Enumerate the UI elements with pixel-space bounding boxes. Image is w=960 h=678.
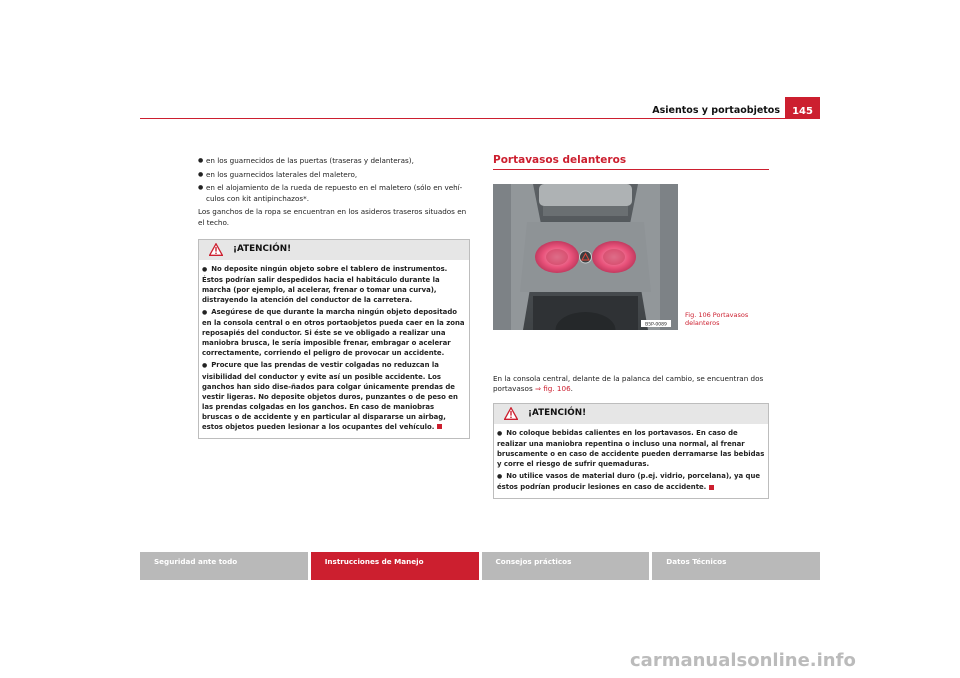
warning-item <box>202 360 466 432</box>
bullet-icon: ● <box>202 308 208 316</box>
bullet-item: ● en los guarnecidos laterales del maletero, <box>198 170 470 181</box>
warning-item-text: Asegúrese de que durante la marcha ningún objeto depositado en la consola central o en otros portaobjetos pueda caer en la zona reposapiés del conductor. Si éste se ve obligado a realizar una maniobra brusca, le sería imposible frenar, embragar o acelerar correctamente, corriendo el peligro de provocar un accidente. <box>202 307 465 358</box>
page-number: 145 <box>785 97 820 119</box>
warning-icon <box>504 407 518 420</box>
bullet-icon: ● <box>497 473 503 481</box>
warning-icon <box>209 243 223 256</box>
warning-box <box>198 239 470 440</box>
warning-item <box>497 471 765 492</box>
figure-code: B5P-0089 <box>645 322 667 328</box>
warning-item-text: No utilice vasos de material duro (p.ej. vidrio, porcelana), ya que éstos podrían producir lesiones en caso de accidente. <box>497 472 761 492</box>
warning-item-text: No coloque bebidas calientes en los portavasos. En caso de realizar una maniobra repentina o incluso una normal, al frenar bruscamente o en caso de accidente pueden derramarse las bebidas y corre el riesgo de sufrir quemaduras. <box>497 428 765 469</box>
right-column <box>493 155 769 499</box>
bullet-item: ● en el alojamiento de la rueda de repuesto en el maletero (sólo en vehí-culos con kit antipinchazos*. <box>198 183 470 204</box>
footer-tab-seguridad[interactable]: Seguridad ante todo <box>140 552 308 580</box>
footer-tab-consejos[interactable]: Consejos prácticos <box>482 552 650 580</box>
warning-item <box>497 428 765 469</box>
footer-tab-instrucciones[interactable]: Instrucciones de Manejo <box>311 552 479 580</box>
header-rule <box>140 118 820 119</box>
bullet-item: ● en los guarnecidos de las puertas (traseras y delanteras), <box>198 156 470 167</box>
warning-header <box>199 240 469 260</box>
footer-tab-datos[interactable]: Datos Técnicos <box>652 552 820 580</box>
warning-title: ¡ATENCIÓN! <box>233 244 292 255</box>
paragraph <box>493 374 769 395</box>
watermark: carmanualsonline.info <box>630 650 856 671</box>
bullet-icon: ● <box>202 265 208 273</box>
warning-title: ¡ATENCIÓN! <box>528 408 587 419</box>
warning-header <box>494 404 768 424</box>
figure-caption: Fig. 106 Portavasos delanteros <box>685 310 749 327</box>
bullet-icon: ● <box>497 429 503 437</box>
paragraph: Los ganchos de la ropa se encuentran en los asideros traseros situados en el techo. <box>198 207 467 227</box>
paragraph-end: . <box>570 384 573 394</box>
warning-body <box>199 260 469 439</box>
warning-item <box>202 307 466 358</box>
bullet-icon: ● <box>202 362 208 370</box>
footer-nav <box>140 552 820 580</box>
cup-holder-photo <box>493 184 678 330</box>
warning-item <box>202 264 466 305</box>
figure <box>493 184 769 332</box>
paragraph-text: En la consola central, delante de la palanca del cambio, se encuentran dos portavasos <box>493 373 764 394</box>
left-column <box>198 156 470 439</box>
figure-link[interactable]: ⇒ fig. 106 <box>534 384 571 394</box>
section-title: Portavasos delanteros <box>493 155 769 170</box>
end-mark-icon <box>709 485 714 490</box>
header-title: Asientos y portaobjetos <box>652 105 780 116</box>
warning-item-text: No deposite ningún objeto sobre el tablero de instrumentos. Éstos podrían salir despedidos hacia el habitáculo durante la marcha (por ejemplo, al acelerar, frenar o tomar una curva), distrayendo la atención del conductor de la carretera. <box>202 264 448 304</box>
warning-body <box>494 424 768 499</box>
end-mark-icon <box>437 424 442 429</box>
warning-box <box>493 403 769 500</box>
warning-item-text: Procure que las prendas de vestir colgadas no reduzcan la visibilidad del conductor y evite así un posible accidente. Los ganchos han sido dise-ñados para colgar únicamente prendas de vestir ligeras. No deposite objetos duros, punzantes o de peso en las prendas colgadas en los ganchos. En caso de maniobras bruscas o de accidente y en particular al dispararse un airbag, estos objetos pueden lesionar a los ocupantes del vehículo. <box>202 361 458 431</box>
